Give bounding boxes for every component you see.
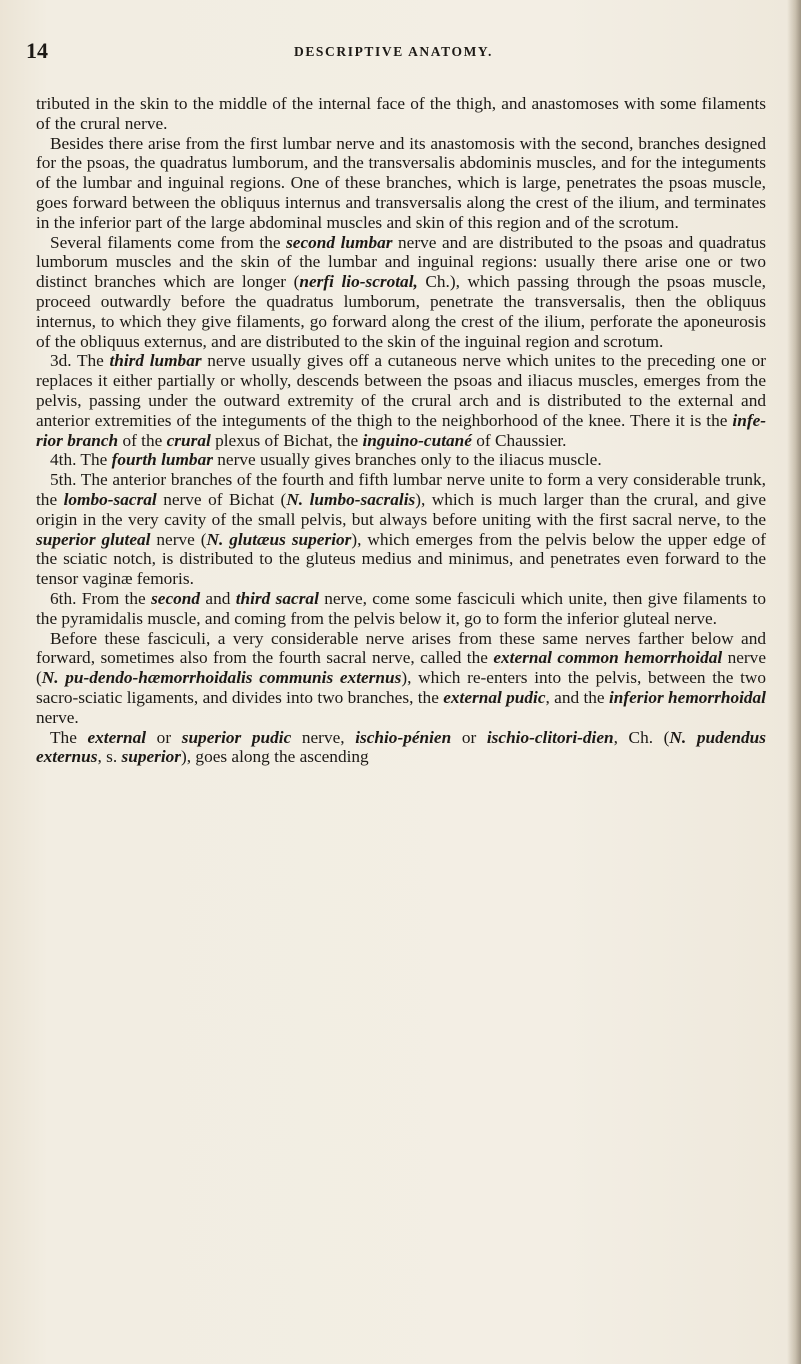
italic-term: external common hemorrhoidal: [493, 648, 723, 668]
paragraph: [36, 351, 766, 450]
text-run: of Chaussier.: [471, 430, 567, 450]
paragraph: [36, 450, 766, 470]
italic-term: inguino-cutané: [362, 430, 472, 450]
running-head-title: DESCRIPTIVE ANATOMY.: [293, 44, 494, 59]
text-run: , Ch. (: [613, 727, 670, 747]
italic-term: N. pudendus externus: [36, 727, 766, 767]
text-run: Besides there arise from the first lumbar nerve and its anastomosis with the second, branches designed for the psoas, the quadratus lumborum, and the transversalis abdominis muscles, and for the integuments of the lumbar and inguinal regions. One of these branches, which is large, penetrates the psoas muscle, goes forward between the obliquus internus and transversalis along the crest of the ilium, and terminates in the inferior part of the large abdominal muscles and skin of this region and of the scrotum.: [36, 133, 766, 232]
italic-term: ischio-pénien: [355, 727, 452, 747]
text-run: ), goes along the ascending: [181, 747, 369, 767]
italic-term: third lumbar: [109, 351, 202, 371]
italic-term: third sacral: [235, 588, 319, 608]
italic-term: infe-rior branch: [36, 410, 766, 450]
text-run: Ch.), which passing through the psoas muscle, proceed outwardly before the quadratus lumborum, penetrate the transversalis, then the obliquus internus, to which they give filaments, go forward along the crest of the ilium, perforate the aponeurosis of the obliquus externus, and are distributed to the skin of the inguinal region and scrotum.: [36, 272, 766, 351]
paragraph: [36, 233, 766, 352]
italic-term: ischio-clitori-dien: [486, 727, 614, 747]
text-run: ), which re-enters into the pelvis, between the two sacro-sciatic ligaments, and divides into two branches, the: [36, 668, 766, 707]
running-head: [26, 38, 761, 64]
paragraph: [36, 629, 766, 728]
italic-term: second lumbar: [286, 232, 393, 252]
text-run: 4th. The: [50, 450, 112, 470]
text-run: , s.: [97, 747, 122, 767]
text-run: The: [50, 727, 88, 747]
text-run: nerve of Bichat (: [156, 489, 287, 509]
text-run: , and the: [545, 687, 609, 707]
paragraph: [36, 134, 766, 233]
paragraph: [36, 728, 766, 768]
italic-term: superior pudic: [181, 727, 292, 747]
text-run: 3d. The: [50, 351, 110, 371]
text-run: nerve (: [36, 648, 766, 688]
text-run: of the: [118, 430, 167, 450]
text-run: plexus of Bichat, the: [210, 430, 363, 450]
italic-term: N. pu-dendo-hæmorrhoidalis communis externus: [41, 668, 402, 688]
italic-term: N. glutæus superior: [206, 529, 352, 549]
page-binding-shadow: [787, 0, 801, 1364]
text-run: or: [146, 727, 182, 747]
italic-term: superior: [121, 747, 182, 767]
paragraph: [36, 470, 766, 589]
text-run: Before these fasciculi, a very considerable nerve arises from these same nerves farther below and forward, sometimes also from the fourth sacral nerve, called the: [36, 628, 766, 668]
text-run: nerve usually gives branches only to the iliacus muscle.: [212, 450, 602, 470]
text-run: nerve, come some fasciculi which unite, then give filaments to the pyramidalis muscle, and coming from the pelvis below it, go to form the inferior gluteal nerve.: [36, 588, 767, 628]
text-run: and: [200, 588, 236, 608]
italic-term: lombo-sacral: [63, 489, 157, 509]
paragraph: [36, 589, 766, 629]
italic-term: superior gluteal: [36, 529, 151, 549]
text-run: ), which emerges from the pelvis below the upper edge of the sciatic notch, is distributed to the gluteus medius and minimus, and penetrates even forward to the tensor vaginæ femoris.: [36, 529, 767, 589]
text-run: nerve usually gives off a cutaneous nerve which unites to the preceding one or replaces it either partially or wholly, descends between the psoas and iliacus muscles, emerges from the pelvis, passing under the outward extremity of the crural arch and is distributed to the external and anterior extremities of the integuments of the thigh to the neighborhood of the knee. There it is the: [36, 351, 766, 430]
page-number: 14: [26, 38, 48, 63]
italic-term: N. lumbo-sacralis: [286, 489, 416, 509]
italic-term: external: [87, 727, 147, 747]
text-run: 5th. The anterior branches of the fourth and fifth lumbar nerve unite to form a very considerable trunk, the: [36, 470, 766, 509]
italic-term: external pudic: [443, 687, 546, 707]
text-run: nerve,: [291, 727, 356, 747]
text-run: 6th. From the: [50, 588, 152, 608]
italic-term: second: [151, 588, 201, 608]
text-run: Several filaments come from the: [50, 232, 287, 252]
text-run: nerve (: [150, 529, 207, 549]
italic-term: crural: [166, 430, 211, 450]
italic-term: fourth lumbar: [111, 450, 213, 470]
text-run: nerve and are distributed to the psoas and quadratus lumborum muscles and the skin of the lumbar and inguinal regions: usually there arise one or two distinct branches which are longer (: [36, 232, 766, 292]
body-text: [36, 94, 766, 767]
text-run: nerve.: [36, 707, 79, 727]
italic-term: inferior hemorrhoidal: [608, 687, 766, 707]
text-run: ), which is much larger than the crural, and give origin in the very cavity of the small pelvis, but always before uniting with the first sacral nerve, to the: [36, 489, 766, 529]
italic-term: nerfi lio-scrotal,: [299, 272, 418, 292]
text-run: or: [451, 727, 487, 747]
paragraph: [36, 94, 766, 134]
text-run: tributed in the skin to the middle of the internal face of the thigh, and anastomoses with some filaments of the crural nerve.: [36, 94, 766, 133]
